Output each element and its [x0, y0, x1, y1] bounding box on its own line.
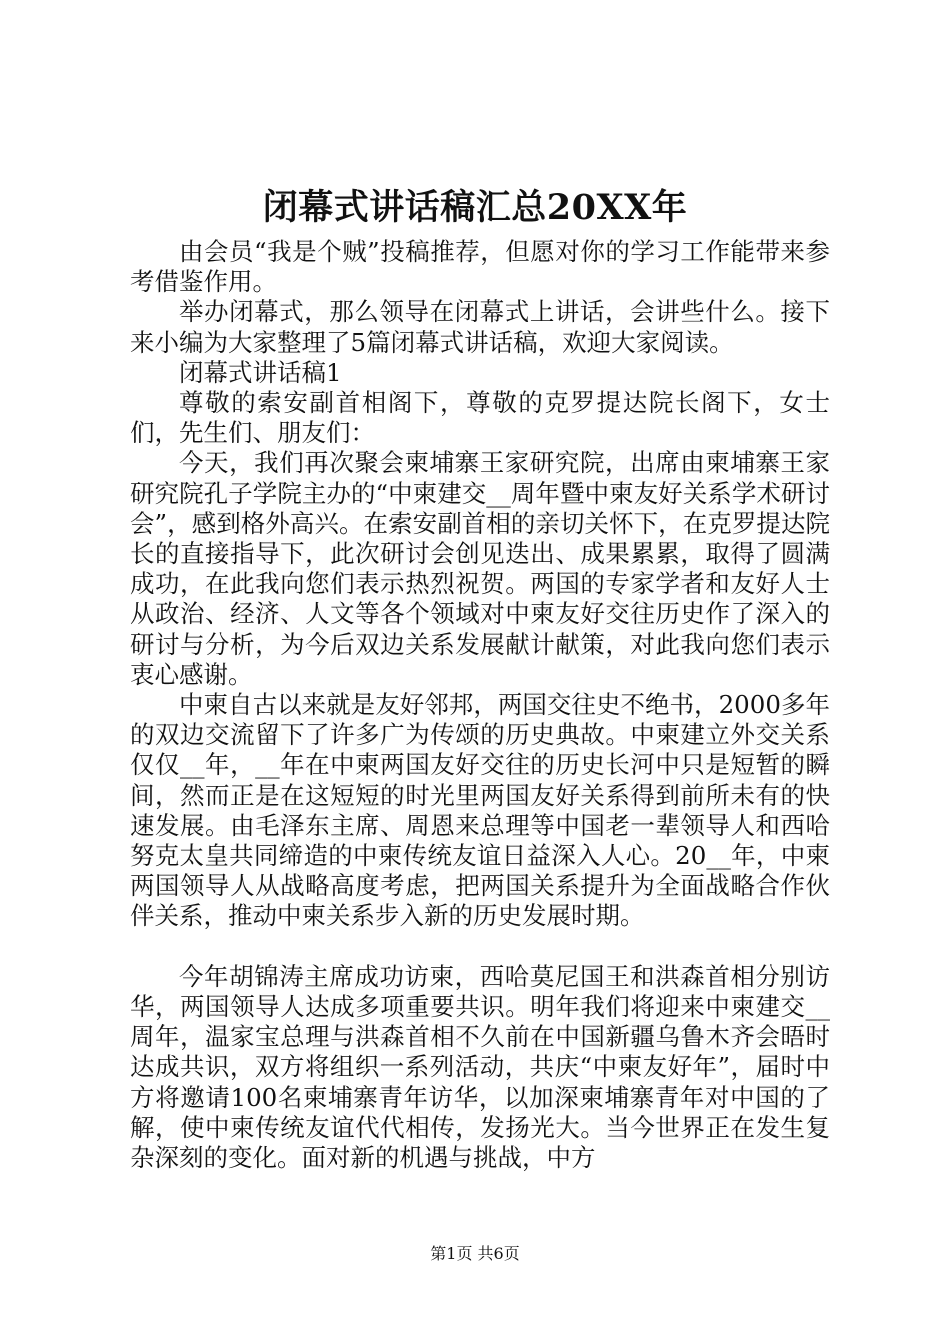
paragraph-body-2: 中柬自古以来就是友好邻邦，两国交往史不绝书，2000多年的双边交流留下了许多广为传颂的历史典故。中柬建立外交关系仅仅__年，__年在中柬两国友好交往的历史长河中只是短暂的瞬间，然而正是在这短短的时光里两国友好关系得到前所未有的快速发展。由毛泽东主席、周恩来总理等中国老一辈领导人和西哈努克太皇共同缔造的中柬传统友谊日益深入人心。20__年，中柬两国领导人从战略高度考虑，把两国关系提升为全面战略合作伙伴关系，推动中柬关系步入新的历史发展时期。	[130, 690, 830, 931]
paragraph-spacer	[130, 932, 830, 962]
page-number: 第1页 共6页	[430, 1244, 520, 1263]
paragraph-body-1: 今天，我们再次聚会柬埔寨王家研究院，出席由柬埔寨王家研究院孔子学院主办的“中柬建交__周年暨中柬友好关系学术研讨会”，感到格外高兴。在索安副首相的亲切关怀下，在克罗提达院长的直接指导下，此次研讨会创见迭出、成果累累，取得了圆满成功，在此我向您们表示热烈祝贺。两国的专家学者和友好人士从政治、经济、人文等各个领域对中柬友好交往历史作了深入的研讨与分析，为今后双边关系发展献计献策，对此我向您们表示衷心感谢。	[130, 448, 830, 689]
document-body	[130, 237, 830, 1173]
paragraph-salutation: 尊敬的索安副首相阁下，尊敬的克罗提达院长阁下，女士们，先生们、朋友们：	[130, 388, 830, 448]
section-heading: 闭幕式讲话稿1	[179, 357, 342, 387]
paragraph-body-3: 今年胡锦涛主席成功访柬，西哈莫尼国王和洪森首相分别访华，两国领导人达成多项重要共识。明年我们将迎来中柬建交__周年，温家宝总理与洪森首相不久前在中国新疆乌鲁木齐会晤时达成共识，双方将组织一系列活动，共庆“中柬友好年”，届时中方将邀请100名柬埔寨青年访华，以加深柬埔寨青年对中国的了解，使中柬传统友谊代代相传，发扬光大。当今世界正在发生复杂深刻的变化。面对新的机遇与挑战，中方	[130, 961, 830, 1173]
paragraph-lead: 举办闭幕式，那么领导在闭幕式上讲话，会讲些什么。接下来小编为大家整理了5篇闭幕式讲话稿，欢迎大家阅读。	[130, 297, 830, 357]
paragraph-intro: 由会员“我是个贼”投稿推荐，但愿对你的学习工作能带来参考借鉴作用。	[130, 237, 830, 297]
document-title: 闭幕式讲话稿汇总20XX年	[262, 187, 688, 228]
